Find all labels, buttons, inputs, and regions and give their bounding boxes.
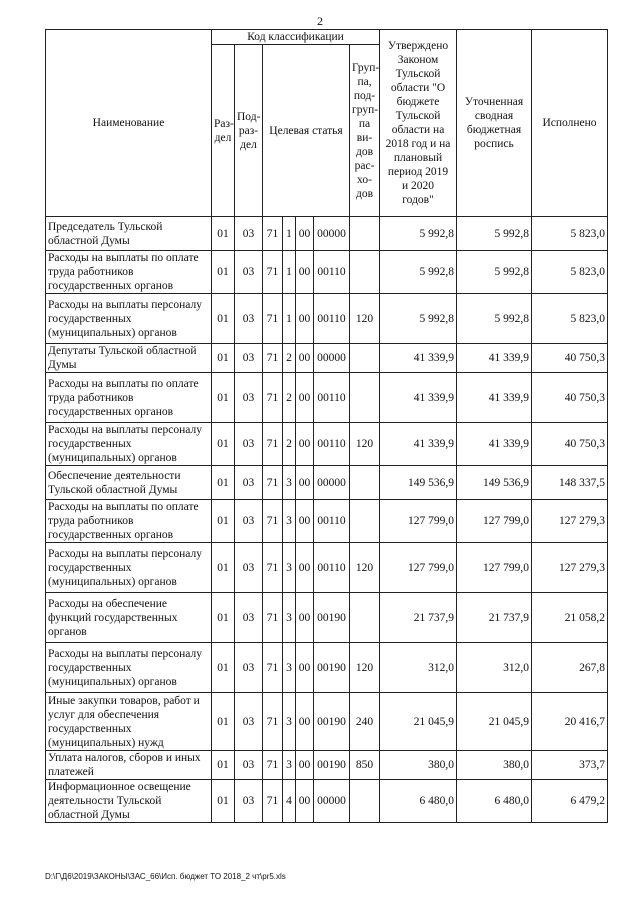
row-approved: 380,0 xyxy=(380,751,457,780)
row-target-subprogram: 3 xyxy=(283,593,296,643)
table-body xyxy=(46,217,608,823)
table-row xyxy=(46,294,608,344)
row-updated: 127 799,0 xyxy=(457,543,532,593)
row-podrazdel: 03 xyxy=(235,500,263,543)
row-expense-group xyxy=(350,500,380,543)
row-updated: 149 536,9 xyxy=(457,466,532,500)
table-row xyxy=(46,693,608,751)
row-expense-group: 850 xyxy=(350,751,380,780)
row-podrazdel: 03 xyxy=(235,466,263,500)
header-executed: Исполнено xyxy=(532,30,608,217)
row-target-subprogram: 3 xyxy=(283,751,296,780)
row-executed: 21 058,2 xyxy=(532,593,608,643)
row-target-program: 71 xyxy=(263,593,283,643)
row-podrazdel: 03 xyxy=(235,693,263,751)
row-razdel: 01 xyxy=(212,294,235,344)
row-executed: 127 279,3 xyxy=(532,543,608,593)
row-target-main-measure: 00 xyxy=(296,423,314,466)
row-expense-group xyxy=(350,373,380,423)
table-row xyxy=(46,344,608,373)
row-target-direction: 00110 xyxy=(314,543,350,593)
row-updated: 312,0 xyxy=(457,643,532,693)
row-approved: 41 339,9 xyxy=(380,423,457,466)
row-target-program: 71 xyxy=(263,423,283,466)
row-name: Депутаты Тульской областной Думы xyxy=(46,344,212,373)
row-target-direction: 00110 xyxy=(314,500,350,543)
header-expense-group: Груп- па, под- груп- па ви- дов рас- хо- дов xyxy=(350,45,380,217)
table-row xyxy=(46,373,608,423)
row-approved: 312,0 xyxy=(380,643,457,693)
row-expense-group: 120 xyxy=(350,543,380,593)
row-target-main-measure: 00 xyxy=(296,344,314,373)
row-target-subprogram: 3 xyxy=(283,693,296,751)
row-approved: 6 480,0 xyxy=(380,780,457,823)
row-name: Иные закупки товаров, работ и услуг для обеспечения государственных (муниципальных) нужд xyxy=(46,693,212,751)
row-approved: 5 992,8 xyxy=(380,294,457,344)
row-target-direction: 00190 xyxy=(314,593,350,643)
row-target-program: 71 xyxy=(263,217,283,251)
row-target-direction: 00000 xyxy=(314,466,350,500)
row-podrazdel: 03 xyxy=(235,373,263,423)
row-razdel: 01 xyxy=(212,344,235,373)
row-name: Расходы на выплаты по оплате труда работников государственных органов xyxy=(46,500,212,543)
header-name: Наименование xyxy=(46,30,212,217)
row-approved: 21 045,9 xyxy=(380,693,457,751)
row-target-program: 71 xyxy=(263,466,283,500)
row-target-main-measure: 00 xyxy=(296,543,314,593)
row-target-direction: 00000 xyxy=(314,217,350,251)
row-target-direction: 00110 xyxy=(314,423,350,466)
row-target-subprogram: 3 xyxy=(283,643,296,693)
row-executed: 267,8 xyxy=(532,643,608,693)
row-target-main-measure: 00 xyxy=(296,217,314,251)
row-name: Расходы на обеспечение функций государственных органов xyxy=(46,593,212,643)
row-executed: 127 279,3 xyxy=(532,500,608,543)
row-executed: 148 337,5 xyxy=(532,466,608,500)
row-updated: 380,0 xyxy=(457,751,532,780)
row-executed: 5 823,0 xyxy=(532,217,608,251)
row-target-direction: 00110 xyxy=(314,294,350,344)
row-razdel: 01 xyxy=(212,373,235,423)
row-target-direction: 00190 xyxy=(314,693,350,751)
row-name: Председатель Тульской областной Думы xyxy=(46,217,212,251)
header-code-classification: Код классификации xyxy=(212,30,380,45)
header-podrazdel: Под- раз- дел xyxy=(235,45,263,217)
row-updated: 41 339,9 xyxy=(457,423,532,466)
row-target-subprogram: 1 xyxy=(283,294,296,344)
row-podrazdel: 03 xyxy=(235,780,263,823)
table-row xyxy=(46,500,608,543)
row-podrazdel: 03 xyxy=(235,751,263,780)
row-name: Информационное освещение деятельности Тульской областной Думы xyxy=(46,780,212,823)
row-expense-group: 120 xyxy=(350,423,380,466)
table-row xyxy=(46,543,608,593)
row-expense-group xyxy=(350,780,380,823)
row-target-subprogram: 3 xyxy=(283,466,296,500)
table-row xyxy=(46,217,608,251)
row-updated: 5 992,8 xyxy=(457,217,532,251)
row-updated: 21 737,9 xyxy=(457,593,532,643)
row-approved: 5 992,8 xyxy=(380,251,457,294)
row-executed: 20 416,7 xyxy=(532,693,608,751)
table-row xyxy=(46,780,608,823)
row-razdel: 01 xyxy=(212,780,235,823)
table-row xyxy=(46,593,608,643)
row-executed: 40 750,3 xyxy=(532,423,608,466)
row-executed: 40 750,3 xyxy=(532,373,608,423)
row-podrazdel: 03 xyxy=(235,217,263,251)
row-razdel: 01 xyxy=(212,751,235,780)
row-podrazdel: 03 xyxy=(235,294,263,344)
row-target-program: 71 xyxy=(263,543,283,593)
row-podrazdel: 03 xyxy=(235,251,263,294)
row-target-subprogram: 1 xyxy=(283,217,296,251)
row-expense-group xyxy=(350,466,380,500)
row-podrazdel: 03 xyxy=(235,344,263,373)
row-target-program: 71 xyxy=(263,751,283,780)
row-name: Расходы на выплаты по оплате труда работников государственных органов xyxy=(46,251,212,294)
header-approved: Утверждено Законом Тульской области "О бюджете Тульской области на 2018 год и на плановый период 2019 и 2020 годов" xyxy=(380,30,457,217)
row-expense-group: 120 xyxy=(350,294,380,344)
header-updated: Уточненная сводная бюджетная роспись xyxy=(457,30,532,217)
row-podrazdel: 03 xyxy=(235,593,263,643)
row-expense-group xyxy=(350,251,380,294)
row-target-main-measure: 00 xyxy=(296,593,314,643)
row-target-direction: 00190 xyxy=(314,643,350,693)
row-executed: 5 823,0 xyxy=(532,294,608,344)
row-target-subprogram: 3 xyxy=(283,500,296,543)
row-name: Расходы на выплаты персоналу государственных (муниципальных) органов xyxy=(46,643,212,693)
row-razdel: 01 xyxy=(212,643,235,693)
row-expense-group xyxy=(350,593,380,643)
row-executed: 373,7 xyxy=(532,751,608,780)
row-executed: 5 823,0 xyxy=(532,251,608,294)
row-target-subprogram: 2 xyxy=(283,423,296,466)
row-target-program: 71 xyxy=(263,373,283,423)
row-approved: 127 799,0 xyxy=(380,543,457,593)
row-target-main-measure: 00 xyxy=(296,373,314,423)
row-updated: 5 992,8 xyxy=(457,294,532,344)
row-target-direction: 00000 xyxy=(314,780,350,823)
row-target-program: 71 xyxy=(263,643,283,693)
row-approved: 127 799,0 xyxy=(380,500,457,543)
row-name: Расходы на выплаты персоналу государственных (муниципальных) органов xyxy=(46,423,212,466)
row-target-subprogram: 3 xyxy=(283,543,296,593)
row-executed: 6 479,2 xyxy=(532,780,608,823)
row-updated: 5 992,8 xyxy=(457,251,532,294)
row-target-program: 71 xyxy=(263,294,283,344)
row-target-program: 71 xyxy=(263,251,283,294)
row-target-main-measure: 00 xyxy=(296,500,314,543)
row-updated: 41 339,9 xyxy=(457,344,532,373)
table-row xyxy=(46,423,608,466)
row-name: Уплата налогов, сборов и иных платежей xyxy=(46,751,212,780)
row-target-program: 71 xyxy=(263,693,283,751)
row-target-main-measure: 00 xyxy=(296,294,314,344)
table-row xyxy=(46,466,608,500)
page-number: 2 xyxy=(317,14,323,28)
row-target-subprogram: 4 xyxy=(283,780,296,823)
row-target-program: 71 xyxy=(263,344,283,373)
row-approved: 5 992,8 xyxy=(380,217,457,251)
row-razdel: 01 xyxy=(212,543,235,593)
row-updated: 127 799,0 xyxy=(457,500,532,543)
row-razdel: 01 xyxy=(212,217,235,251)
row-razdel: 01 xyxy=(212,593,235,643)
row-expense-group: 120 xyxy=(350,643,380,693)
row-target-subprogram: 1 xyxy=(283,251,296,294)
row-approved: 41 339,9 xyxy=(380,373,457,423)
table-row xyxy=(46,751,608,780)
row-target-direction: 00110 xyxy=(314,373,350,423)
table-row xyxy=(46,251,608,294)
row-target-subprogram: 2 xyxy=(283,344,296,373)
row-target-direction: 00190 xyxy=(314,751,350,780)
row-updated: 6 480,0 xyxy=(457,780,532,823)
row-updated: 21 045,9 xyxy=(457,693,532,751)
row-target-main-measure: 00 xyxy=(296,751,314,780)
file-path-footer: D:\Г\Д6\2019\ЗАКОНЫ\ЗАС_66\Исп. бюджет ТО 2018_2 чт\pr5.xls xyxy=(45,872,286,881)
row-target-main-measure: 00 xyxy=(296,466,314,500)
row-target-program: 71 xyxy=(263,780,283,823)
row-razdel: 01 xyxy=(212,251,235,294)
row-expense-group xyxy=(350,344,380,373)
row-name: Обеспечение деятельности Тульской областной Думы xyxy=(46,466,212,500)
row-expense-group: 240 xyxy=(350,693,380,751)
row-approved: 149 536,9 xyxy=(380,466,457,500)
row-razdel: 01 xyxy=(212,693,235,751)
row-target-main-measure: 00 xyxy=(296,251,314,294)
row-razdel: 01 xyxy=(212,423,235,466)
table-row xyxy=(46,643,608,693)
row-podrazdel: 03 xyxy=(235,423,263,466)
row-razdel: 01 xyxy=(212,466,235,500)
budget-table xyxy=(45,29,608,823)
row-podrazdel: 03 xyxy=(235,643,263,693)
row-updated: 41 339,9 xyxy=(457,373,532,423)
row-target-main-measure: 00 xyxy=(296,693,314,751)
header-razdel: Раз- дел xyxy=(212,45,235,217)
row-razdel: 01 xyxy=(212,500,235,543)
row-target-main-measure: 00 xyxy=(296,643,314,693)
row-name: Расходы на выплаты персоналу государственных (муниципальных) органов xyxy=(46,543,212,593)
row-approved: 21 737,9 xyxy=(380,593,457,643)
row-podrazdel: 03 xyxy=(235,543,263,593)
row-target-direction: 00110 xyxy=(314,251,350,294)
row-name: Расходы на выплаты персоналу государственных (муниципальных) органов xyxy=(46,294,212,344)
row-target-main-measure: 00 xyxy=(296,780,314,823)
row-name: Расходы на выплаты по оплате труда работников государственных органов xyxy=(46,373,212,423)
row-target-program: 71 xyxy=(263,500,283,543)
row-expense-group xyxy=(350,217,380,251)
row-target-subprogram: 2 xyxy=(283,373,296,423)
row-executed: 40 750,3 xyxy=(532,344,608,373)
row-approved: 41 339,9 xyxy=(380,344,457,373)
header-target-article: Целевая статья xyxy=(263,45,350,217)
row-target-direction: 00000 xyxy=(314,344,350,373)
